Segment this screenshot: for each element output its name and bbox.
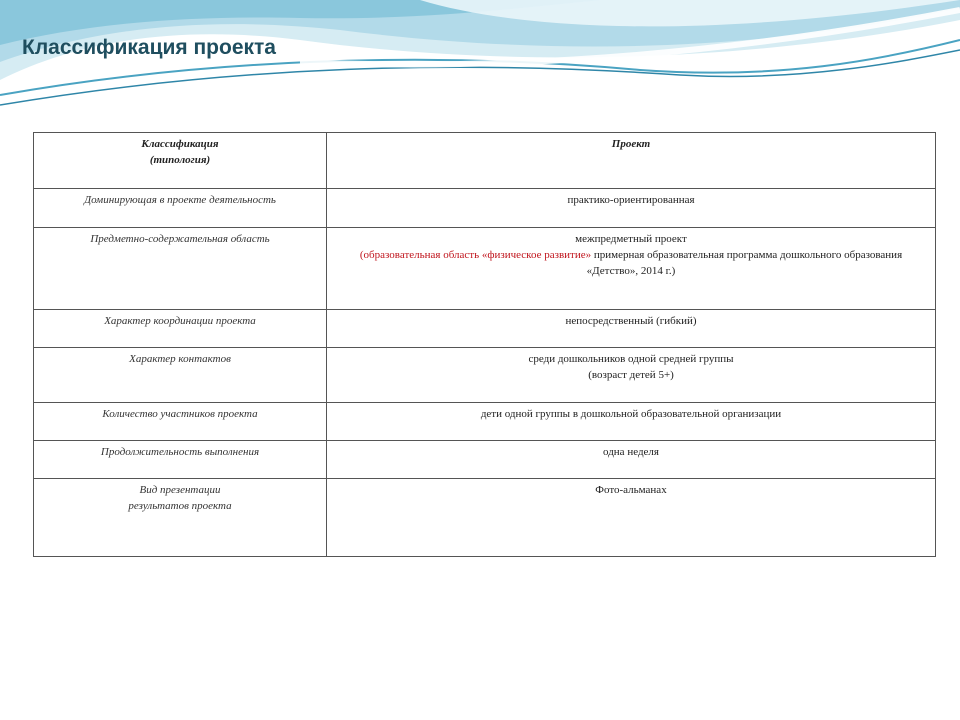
row-label-line1: Вид презентации xyxy=(139,484,221,496)
classification-table xyxy=(33,132,936,557)
table-row xyxy=(34,479,936,557)
row-label: Количество участников проекта xyxy=(34,403,327,441)
table-row xyxy=(34,348,936,403)
row-label-line2: результатов проекта xyxy=(128,500,232,512)
row-value-line1: межпредметный проект xyxy=(575,233,687,245)
row-value-line1: среди дошкольников одной средней группы xyxy=(528,353,734,365)
row-value-rest: примерная образовательная программа дошкольного образования «Детство», 2014 г.) xyxy=(586,249,903,277)
row-value: Фото-альманах xyxy=(327,479,936,557)
header-classification-line2: (типология) xyxy=(149,154,211,166)
table-row xyxy=(34,310,936,348)
row-value-line2: (возраст детей 5+) xyxy=(588,369,674,381)
row-label: Характер контактов xyxy=(34,348,327,403)
row-value xyxy=(327,228,936,310)
row-value xyxy=(327,348,936,403)
row-label: Продолжительность выполнения xyxy=(34,441,327,479)
row-label: Доминирующая в проекте деятельность xyxy=(34,189,327,228)
table-row xyxy=(34,441,936,479)
header-project: Проект xyxy=(327,133,936,189)
page-title: Классификация проекта xyxy=(22,36,276,59)
row-label: Характер координации проекта xyxy=(34,310,327,348)
header-classification-line1: Классификация xyxy=(141,138,219,150)
table-row xyxy=(34,403,936,441)
row-value-red: (образовательная область «физическое развитие» xyxy=(359,249,592,261)
table-row xyxy=(34,189,936,228)
row-value: дети одной группы в дошкольной образовательной организации xyxy=(327,403,936,441)
row-label: Предметно-содержательная область xyxy=(34,228,327,310)
row-value: одна неделя xyxy=(327,441,936,479)
row-value: практико-ориентированная xyxy=(327,189,936,228)
table-row xyxy=(34,228,936,310)
row-label xyxy=(34,479,327,557)
table-header-row xyxy=(34,133,936,189)
header-classification xyxy=(34,133,327,189)
row-value: непосредственный (гибкий) xyxy=(327,310,936,348)
header-wave-decoration xyxy=(0,0,960,120)
